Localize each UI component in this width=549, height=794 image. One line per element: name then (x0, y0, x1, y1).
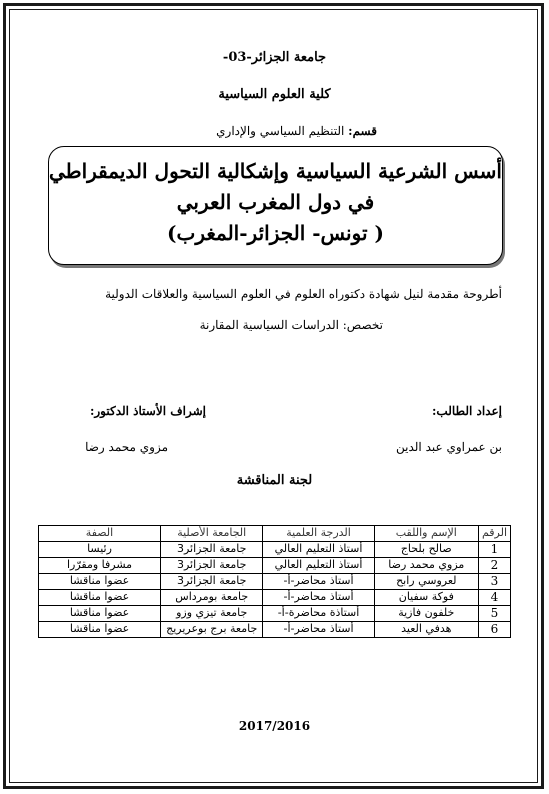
header-rank: الدرجة العلمية (263, 526, 374, 542)
supervisor-name: مزوي محمد رضا (85, 440, 168, 454)
member-name: هدفي العيد (374, 622, 478, 638)
member-name: صالح بلحاج (374, 542, 478, 558)
row-number: 1 (478, 542, 510, 558)
row-number: 5 (478, 606, 510, 622)
row-number: 6 (478, 622, 510, 638)
member-rank: أستاذ محاضر-أ- (263, 590, 374, 606)
member-university: جامعة الجزائر3 (161, 574, 263, 590)
member-university: جامعة الجزائر3 (161, 558, 263, 574)
department-label: قسم: (348, 124, 377, 138)
member-role: رئيسا (39, 542, 161, 558)
member-rank: أستاذ محاضر-أ- (263, 622, 374, 638)
student-name: بن عمراوي عبد الدين (395, 440, 502, 454)
university-name: جامعة الجزائر-03- (222, 50, 327, 65)
member-role: عضوا مناقشا (39, 590, 161, 606)
row-number: 3 (478, 574, 510, 590)
member-rank: أستاذة محاضرة-أ- (263, 606, 374, 622)
title-line-1: أسس الشرعية السياسية وإشكالية التحول الديمقراطي (49, 159, 502, 183)
table-row (39, 558, 511, 574)
table-row (39, 590, 511, 606)
member-role: عضوا مناقشا (39, 574, 161, 590)
member-role: عضوا مناقشا (39, 622, 161, 638)
member-university: جامعة برج بوعريريج (161, 622, 263, 638)
table-row (39, 622, 511, 638)
committee-table (38, 525, 511, 638)
header-university: الجامعة الأصلية (161, 526, 263, 542)
table-row (39, 606, 511, 622)
thesis-title-box (48, 146, 503, 265)
member-name: مزوي محمد رضا (374, 558, 478, 574)
title-line-3: ( تونس- الجزائر-المغرب) (167, 221, 384, 245)
thesis-statement: أطروحة مقدمة لنيل شهادة دكتوراه العلوم في العلوم السياسية والعلاقات الدولية (105, 287, 502, 301)
member-name: لعروسي رابح (374, 574, 478, 590)
member-role: مشرفا ومقرّرا (39, 558, 161, 574)
member-rank: أستاذ التعليم العالي (263, 542, 374, 558)
member-name: خلفون فازية (374, 606, 478, 622)
faculty-name: كلية العلوم السياسية (218, 87, 331, 102)
department-line (216, 124, 377, 138)
academic-year: 2017/2016 (238, 719, 311, 733)
row-number: 4 (478, 590, 510, 606)
member-rank: أستاذ محاضر-أ- (263, 574, 374, 590)
specialization: تخصص: الدراسات السياسية المقارنة (199, 318, 383, 332)
member-role: عضوا مناقشا (39, 606, 161, 622)
table-header-row (39, 526, 511, 542)
title-line-2: في دول المغرب العربي (176, 190, 375, 214)
department-value: التنظيم السياسي والإداري (216, 124, 349, 138)
table-row (39, 574, 511, 590)
member-name: فوكة سفيان (374, 590, 478, 606)
header-number: الرقم (478, 526, 510, 542)
table-row (39, 542, 511, 558)
member-university: جامعة بومرداس (161, 590, 263, 606)
member-university: جامعة تيزي وزو (161, 606, 263, 622)
header-name: الإسم واللقب (374, 526, 478, 542)
member-university: جامعة الجزائر3 (161, 542, 263, 558)
row-number: 2 (478, 558, 510, 574)
supervisor-label: إشراف الأستاذ الدكتور: (89, 404, 206, 418)
header-role: الصفة (39, 526, 161, 542)
member-rank: أستاذ التعليم العالي (263, 558, 374, 574)
prepared-by-label: إعداد الطالب: (431, 404, 502, 418)
committee-title: لجنة المناقشة (236, 473, 313, 488)
